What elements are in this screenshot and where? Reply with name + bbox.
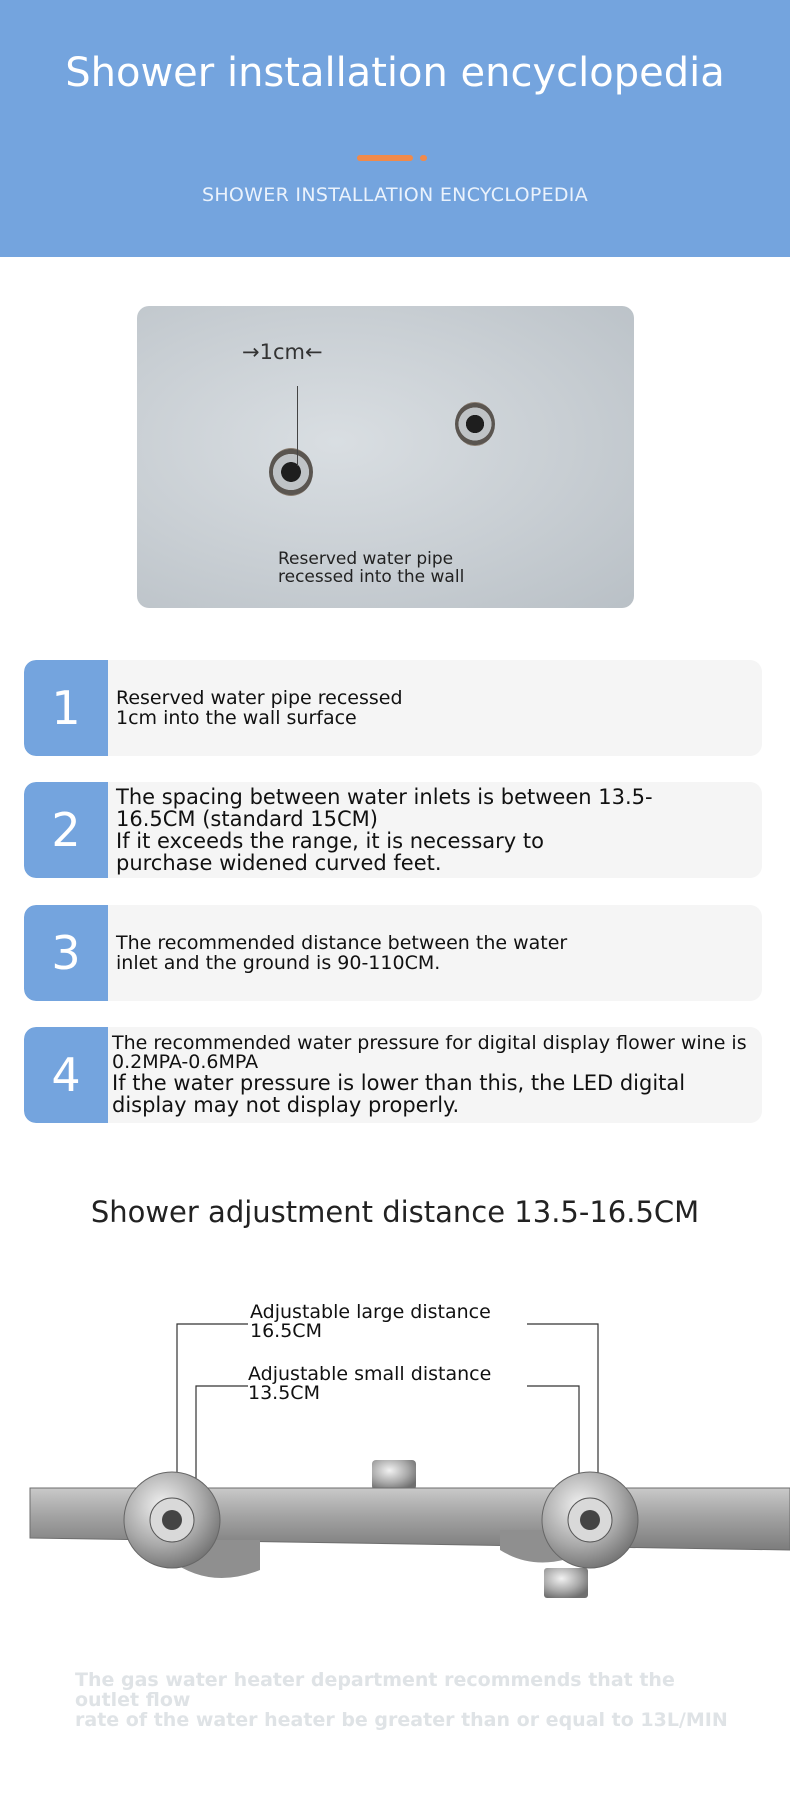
wall-caption (278, 550, 464, 586)
accent-dot (420, 155, 427, 161)
accent-bar (357, 155, 413, 161)
label-line: 13.5CM (248, 1382, 320, 1404)
step-text (112, 1034, 754, 1116)
pipe-hole-right (455, 402, 495, 446)
measure-label: →1cm← (242, 340, 323, 364)
step-line: The recommended water pressure for digital display flower wine is (112, 1032, 747, 1054)
step-line: If the water pressure is lower than this, the LED digital (112, 1071, 686, 1095)
step-line: display may not display properly. (112, 1093, 460, 1117)
small-distance-label (248, 1365, 491, 1403)
step-line: Reserved water pipe recessed (116, 687, 403, 709)
section-heading: Shower adjustment distance 13.5-16.5CM (90, 1195, 700, 1229)
flow-rate-note (75, 1670, 735, 1730)
label-line: Adjustable large distance (250, 1301, 491, 1323)
step-line: 16.5CM (standard 15CM) (116, 807, 378, 831)
note-line: The gas water heater department recommends that the outlet flow (75, 1669, 675, 1711)
step-number: 2 (24, 782, 108, 878)
step-card-4 (24, 1027, 762, 1123)
step-line: If it exceeds the range, it is necessary to (116, 829, 544, 853)
wall-pipe-photo (137, 306, 634, 608)
step-line: The spacing between water inlets is between 13.5- (116, 785, 653, 809)
step-card-2 (24, 782, 762, 878)
large-distance-label (250, 1303, 491, 1341)
step-text (116, 786, 754, 874)
step-number: 4 (24, 1027, 108, 1123)
step-line: purchase widened curved feet. (116, 851, 442, 875)
step-text (116, 933, 754, 973)
step-number: 3 (24, 905, 108, 1001)
label-line: Adjustable small distance (248, 1363, 492, 1385)
wall-caption-line: recessed into the wall (278, 567, 465, 587)
pipe-hole-left (269, 448, 313, 496)
step-text (116, 688, 754, 728)
header-banner (0, 0, 790, 257)
label-line: 16.5CM (250, 1320, 322, 1342)
page-title: Shower installation encyclopedia (65, 50, 725, 96)
step-line: The recommended distance between the water (116, 932, 568, 954)
step-card-1 (24, 660, 762, 756)
note-line: rate of the water heater be greater than or equal to 13L/MIN (75, 1709, 728, 1731)
step-line: inlet and the ground is 90-110CM. (116, 952, 441, 974)
shower-bar-diagram (0, 1280, 790, 1630)
step-number: 1 (24, 660, 108, 756)
step-line: 0.2MPA-0.6MPA (112, 1051, 259, 1073)
measure-line (297, 386, 298, 466)
step-line: 1cm into the wall surface (116, 707, 357, 729)
step-card-3 (24, 905, 762, 1001)
wall-caption-line: Reserved water pipe (278, 549, 454, 569)
page-subtitle: SHOWER INSTALLATION ENCYCLOPEDIA (201, 184, 589, 206)
